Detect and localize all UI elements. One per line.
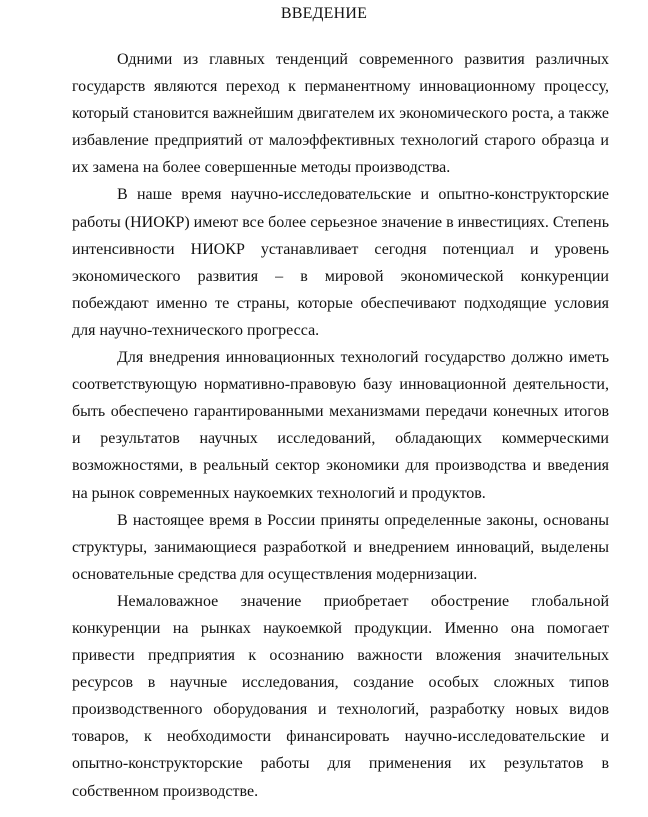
paragraph-4: В настоящее время в России приняты определенные законы, основаны структуры, занимающиеся разработкой и внедрением инноваций, выделены основательные средства для осуществления модернизации. [72, 511, 609, 583]
paragraph-1: Одними из главных тенденций современного развития различных государств являются переход к перманентному инновационному процессу, который становится важнейшим двигателем их экономического роста, а также избавление предприятий от малоэффективных технологий старого образца и их замена на более совершенные методы производства. [72, 51, 609, 177]
paragraph-2: В наше время научно-исследовательские и опытно-конструкторские работы (НИОКР) имеют все более серьезное значение в инвестициях. Степень интенсивности НИОКР устанавливает сегодня потенциал и уровень экономического развития – в мировой экономической конкуренции побеждают именно те страны, которые обеспечивают подходящие условия для научно-технического прогресса. [72, 186, 609, 339]
paragraph-5: Немаловажное значение приобретает обострение глобальной конкуренции на рынках наукоемкой продукции. Именно она помогает привести предприятия к осознанию важности вложения значительных ресурсов в научные исследования, создание особых сложных типов производственного оборудования и технологий, разработку новых видов товаров, к необходимости финансировать научно-исследовательские и опытно-конструкторские работы для применения их результатов в собственном производстве. [72, 592, 609, 800]
page-title: ВВЕДЕНИЕ [280, 5, 368, 22]
document-body [72, 46, 609, 805]
paragraph-3: Для внедрения инновационных технологий государство должно иметь соответствующую нормативно-правовую базу инновационной деятельности, быть обеспечено гарантированными механизмами передачи конечных итогов и результатов научных исследований, обладающих коммерческими возможностями, в реальный сектор экономики для производства и введения на рынок современных наукоемких технологий и продуктов. [72, 349, 609, 502]
